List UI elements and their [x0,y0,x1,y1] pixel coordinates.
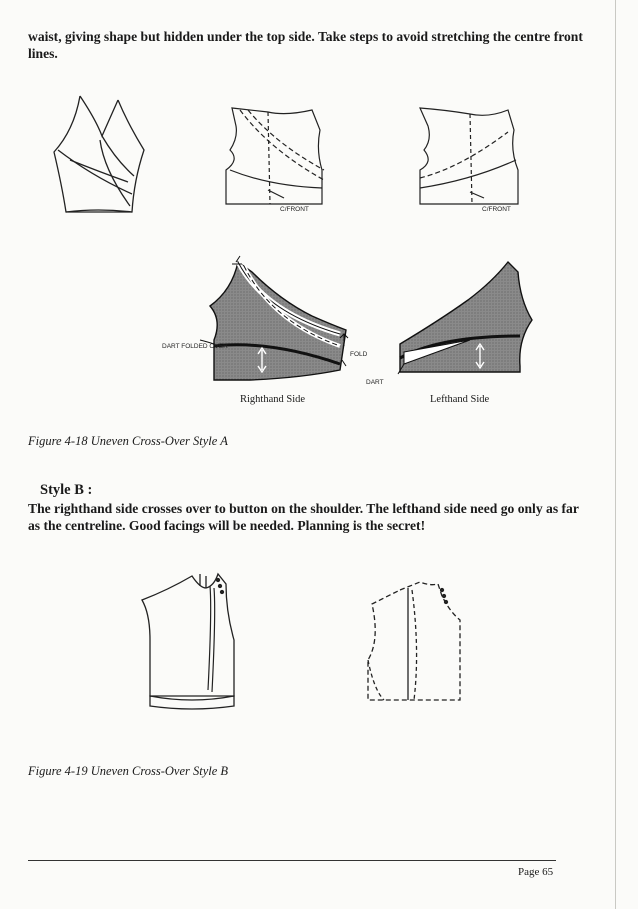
style-b-front-sketch [142,574,234,709]
lefthand-side-label: Lefthand Side [430,394,490,405]
righthand-side-label: Righthand Side [240,394,306,405]
figure-4-18-caption: Figure 4-18 Uneven Cross-Over Style A [28,434,228,448]
footer-divider [28,860,556,861]
style-b-heading: Style B : [40,482,93,498]
pattern-block-2 [420,108,518,204]
dart-label: DART [366,379,384,386]
fold-label: FOLD [350,351,368,358]
pattern-block-1 [226,108,324,204]
cfront-label-2: C/FRONT [482,206,511,213]
intro-paragraph: waist, giving shape but hidden under the top side. Take steps to avoid stretching the centre front lines. [28,29,583,61]
figure-4-19-caption: Figure 4-19 Uneven Cross-Over Style B [28,764,229,778]
cfront-label-1: C/FRONT [280,206,309,213]
righthand-side-pattern [200,256,348,380]
lefthand-side-pattern [398,262,532,374]
dart-folded-over-label: DART FOLDED OVER [162,343,228,350]
crossover-bodice-sketch [54,96,144,212]
style-b-pattern-sketch [368,582,460,700]
page-number: Page 65 [518,866,554,878]
style-b-paragraph: The righthand side crosses over to button on the shoulder. The lefthand side need go only as far as the centreline. Good facings will be needed. Planning is the secret! [28,501,579,533]
